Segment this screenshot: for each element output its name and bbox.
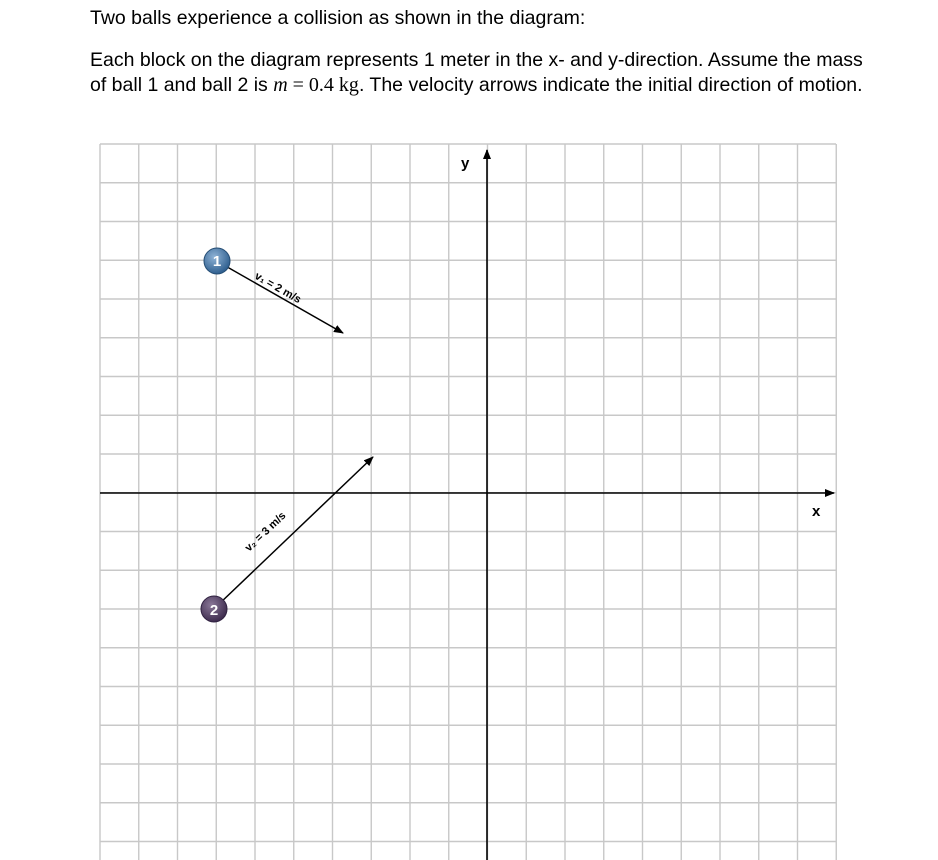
velocity-label-2: v₂ = 3 m/s [242, 509, 289, 555]
question-title: Two balls experience a collision as shown in the diagram: [90, 7, 586, 29]
x-axis-label: x [812, 503, 821, 520]
mass-symbol: m [273, 73, 288, 96]
y-axis-label: y [461, 155, 470, 172]
ball-2-number: 2 [209, 602, 219, 619]
ball-2 [201, 596, 227, 622]
velocity-label-1: v₁ = 2 m/s [252, 270, 304, 307]
para-text-2: . The velocity arrows indicate the initial direction of motion. [358, 73, 863, 96]
para-text-1: Each block on the diagram represents 1 meter in the x- and y-direction. Assume the mass of ball 1 and ball 2 is [90, 49, 863, 96]
mass-value: = 0.4 kg [287, 73, 359, 96]
ball-1 [204, 248, 230, 274]
ball-1-number: 1 [212, 253, 222, 270]
